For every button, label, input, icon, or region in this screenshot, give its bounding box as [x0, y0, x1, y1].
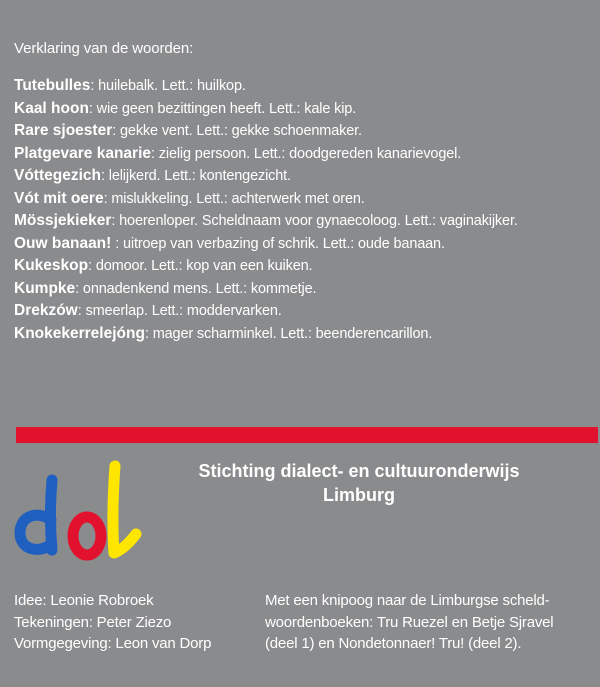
credits-block — [14, 590, 211, 655]
source-note-line: Met een knipoog naar de Limburgse scheld- — [265, 592, 550, 609]
glossary-definition: : hoerenloper. Scheldnaam voor gynaecoloog. Lett.: vaginakijker. — [111, 213, 518, 229]
organization-title — [118, 459, 600, 507]
glossary-definition: : zielig persoon. Lett.: doodgereden kanarievogel. — [151, 145, 462, 162]
glossary-entry — [14, 323, 518, 346]
glossary-intro: Verklaring van de woorden: — [14, 40, 194, 57]
organization-name-line2: Limburg — [323, 485, 395, 505]
glossary-term: Mössjekieker — [14, 212, 112, 229]
glossary-term: Kukeskop — [14, 257, 89, 274]
glossary-entry — [14, 278, 518, 301]
glossary-term: Kaal hoon — [14, 99, 89, 117]
glossary-entry — [14, 210, 518, 233]
logo-letter-d — [20, 480, 52, 550]
glossary-definition: : gekke vent. Lett.: gekke schoenmaker. — [112, 123, 362, 139]
glossary-entry — [14, 300, 518, 323]
glossary-definition: : onnadenkend mens. Lett.: kommetje. — [75, 280, 317, 297]
glossary-definition: : smeerlap. Lett.: moddervarken. — [77, 303, 282, 319]
glossary-entry — [14, 188, 518, 211]
glossary-entry — [14, 233, 518, 256]
glossary-definition: : domoor. Lett.: kop van een kuiken. — [88, 258, 313, 274]
glossary-definition: : wie geen bezittingen heeft. Lett.: kale kip. — [88, 100, 357, 117]
organization-name-line1: Stichting dialect- en cultuuronderwijs — [198, 461, 520, 481]
glossary-term: Kumpke — [14, 279, 76, 297]
glossary-definition: : mislukkeling. Lett.: achterwerk met oren. — [103, 190, 365, 207]
source-note-line: woordenboeken: Tru Ruezel en Betje Sjravel — [265, 613, 554, 631]
credit-drawings: Tekeningen: Peter Ziezo — [14, 613, 172, 631]
credit-idea: Idee: Leonie Robroek — [14, 592, 154, 609]
accent-divider — [16, 427, 598, 443]
glossary-entry — [14, 165, 518, 188]
glossary-definition: : huilebalk. Lett.: huilkop. — [90, 78, 246, 94]
glossary-list — [14, 75, 518, 345]
glossary-term: Knokekerrelejóng — [14, 324, 145, 342]
glossary-term: Rare sjoester — [14, 122, 113, 139]
glossary-definition: : lelijkerd. Lett.: kontengezicht. — [100, 168, 291, 184]
source-note — [265, 590, 595, 655]
glossary-term: Tutebulles — [14, 77, 91, 94]
glossary-entry — [14, 75, 518, 98]
glossary-entry — [14, 143, 518, 166]
glossary-term: Ouw banaan! — [14, 234, 112, 252]
glossary-entry — [14, 255, 518, 278]
glossary-entry — [14, 120, 518, 143]
glossary-term: Drekzów — [14, 302, 78, 319]
glossary-term: Vóttegezich — [14, 167, 101, 184]
glossary-entry — [14, 98, 518, 121]
glossary-term: Platgevare kanarie — [14, 144, 152, 162]
glossary-definition: : uitroep van verbazing of schrik. Lett.: oude banaan. — [111, 235, 445, 252]
logo-letter-o — [73, 517, 101, 555]
source-note-line: (deel 1) en Nondetonnaer! Tru! (deel 2). — [265, 635, 522, 652]
glossary-term: Vót mit oere — [14, 189, 104, 207]
glossary-definition: : mager scharminkel. Lett.: beenderencarillon. — [144, 325, 433, 342]
credit-design: Vormgegeving: Leon van Dorp — [14, 635, 212, 652]
